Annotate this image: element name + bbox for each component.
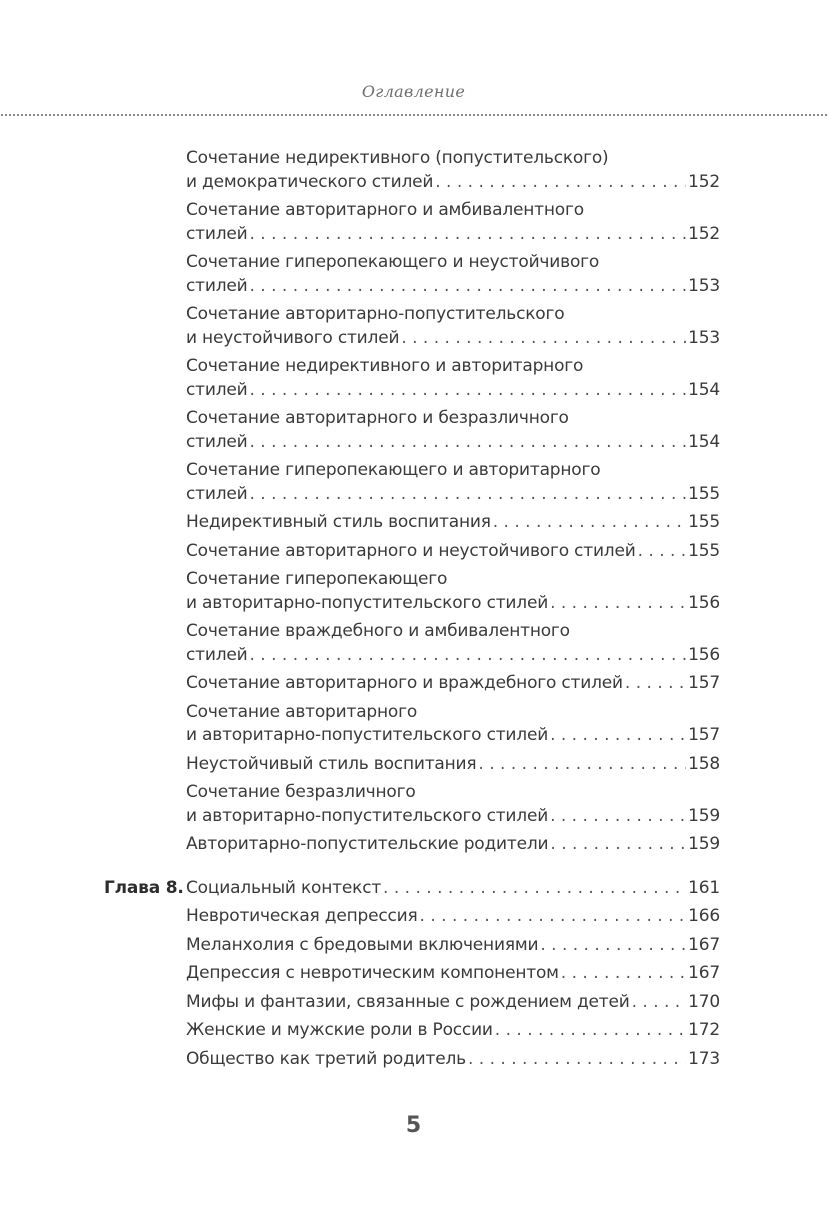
toc-entry-title: стилей: [186, 483, 248, 504]
toc-entry[interactable]: [104, 877, 720, 901]
toc-entry-title: Авторитарно-попустительские родители: [186, 834, 549, 854]
toc-page-number: 156: [688, 644, 720, 665]
toc-entry[interactable]: [186, 753, 720, 777]
toc-entry-title: и авторитарно-попустительского стилей: [186, 592, 549, 613]
toc-entry-title: Сочетание авторитарного и амбивалентного: [186, 200, 584, 220]
toc-entry-title: Сочетание авторитарного и враждебного стилей: [186, 673, 623, 693]
toc-page-number: 167: [688, 963, 720, 983]
toc-entry-title: Сочетание безразличного: [186, 782, 416, 802]
toc-entry-title: Неустойчивый стиль воспитания: [186, 753, 477, 774]
toc-page-number: 173: [688, 1048, 720, 1069]
toc-entry[interactable]: [186, 199, 720, 246]
dot-leader: [249, 379, 686, 403]
toc-entry-title: Женские и мужские роли в России: [186, 1020, 493, 1040]
dot-leader: [493, 511, 686, 535]
toc-entry[interactable]: [186, 540, 720, 564]
toc-entry-title: и демократического стилей: [186, 171, 434, 192]
toc-entry[interactable]: [186, 251, 720, 298]
dot-leader: [435, 171, 686, 195]
dot-leader: [540, 934, 686, 958]
dot-leader: [561, 962, 686, 986]
toc-entry-title: стилей: [186, 275, 248, 296]
toc-entry-title: Депрессия с невротическим компонентом: [186, 963, 559, 983]
toc-page-number: 166: [688, 906, 720, 926]
toc-entry-title: Общество как третий родитель: [186, 1048, 466, 1069]
toc-entry[interactable]: [186, 1048, 720, 1072]
toc-page-number: 153: [688, 275, 720, 296]
toc-page-number: 157: [688, 673, 720, 693]
toc-entry-title: Сочетание недирективного (попустительского): [186, 148, 609, 168]
dot-leader: [249, 275, 686, 299]
toc-entry-title: стилей: [186, 431, 248, 452]
toc-entry[interactable]: [186, 962, 720, 986]
running-header: Оглавление: [361, 82, 466, 101]
toc-entry-title: Меланхолия с бредовыми включениями: [186, 934, 539, 955]
toc-page-number: 157: [688, 725, 720, 745]
toc-page-number: 154: [688, 431, 720, 452]
toc-page-number: 152: [688, 171, 720, 192]
toc-entry[interactable]: [186, 459, 720, 506]
toc-page-number: 172: [688, 1020, 720, 1040]
toc-entry-title: стилей: [186, 223, 248, 244]
toc-entry-title: Сочетание враждебного и амбивалентного: [186, 621, 570, 641]
toc-page-number: 159: [688, 834, 720, 854]
toc-entry-title: и неустойчивого стилей: [186, 327, 400, 348]
dot-leader: [550, 805, 686, 829]
dot-leader: [632, 991, 687, 1015]
dot-leader: [383, 877, 686, 901]
toc-entry-title: и авторитарно-попустительского стилей: [186, 725, 549, 745]
toc-page-number: 161: [688, 877, 720, 898]
toc-entry-title: Сочетание гиперопекающего и авторитарного: [186, 460, 601, 480]
table-of-contents: [0, 147, 827, 1071]
toc-page-number: 170: [688, 991, 720, 1012]
dot-leader: [638, 540, 687, 564]
dot-leader: [550, 724, 686, 748]
dot-leader: [420, 905, 687, 929]
toc-entry[interactable]: [186, 1019, 720, 1043]
toc-entry-title: Невротическая депрессия: [186, 906, 418, 926]
dot-leader: [249, 223, 686, 247]
toc-entry-title: стилей: [186, 379, 248, 400]
toc-entry[interactable]: [186, 303, 720, 350]
dot-leader: [249, 431, 686, 455]
toc-entry-title: стилей: [186, 644, 248, 665]
dot-leader: [249, 483, 686, 507]
toc-entry[interactable]: [186, 833, 720, 857]
toc-entry-title: Сочетание авторитарного: [186, 701, 418, 722]
toc-entry-title: Сочетание гиперопекающего: [186, 569, 448, 589]
toc-entry[interactable]: [186, 511, 720, 535]
toc-page-number: 155: [688, 512, 720, 532]
toc-page-number: 155: [688, 483, 720, 504]
toc-entry[interactable]: [186, 905, 720, 929]
toc-entry[interactable]: [186, 355, 720, 402]
toc-entry-title: Социальный контекст: [186, 877, 382, 898]
toc-page-number: 155: [688, 540, 720, 561]
toc-entry[interactable]: [186, 934, 720, 958]
dot-leader: [625, 672, 686, 696]
dot-leader: [550, 833, 686, 857]
toc-entry-title: Сочетание гиперопекающего и неустойчивого: [186, 252, 600, 272]
toc-page-number: 158: [688, 753, 720, 774]
toc-entry[interactable]: [186, 620, 720, 667]
toc-entry-title: Сочетание авторитарного и безразличного: [186, 408, 569, 428]
toc-entry-title: и авторитарно-попустительского стилей: [186, 805, 549, 826]
dot-leader: [478, 753, 686, 777]
toc-entry[interactable]: [186, 407, 720, 454]
toc-page-number: 154: [688, 379, 720, 400]
toc-page-number: 152: [688, 223, 720, 244]
toc-entry-title: Сочетание авторитарного и неустойчивого стилей: [186, 540, 636, 561]
toc-entry[interactable]: [186, 568, 720, 615]
dot-leader: [249, 644, 686, 668]
toc-entry-title: Сочетание недирективного и авторитарного: [186, 356, 584, 376]
toc-entry[interactable]: [186, 781, 720, 828]
dot-leader: [401, 327, 686, 351]
toc-entry[interactable]: [186, 147, 720, 194]
toc-page-number: 156: [688, 592, 720, 613]
page-number: 5: [405, 1113, 422, 1138]
toc-entry[interactable]: [186, 701, 720, 748]
dot-leader: [468, 1048, 686, 1072]
toc-entry[interactable]: [186, 672, 720, 696]
toc-entry-title: Сочетание авторитарно-попустительского: [186, 304, 565, 324]
toc-page-number: 153: [688, 327, 720, 348]
toc-entry[interactable]: [186, 991, 720, 1015]
chapter-gap: [0, 857, 827, 877]
toc-page-number: 167: [688, 934, 720, 955]
chapter-label: Глава 8.: [104, 877, 184, 898]
header-dotted-rule: [0, 113, 827, 117]
toc-page-number: 159: [688, 805, 720, 826]
dot-leader: [550, 592, 686, 616]
toc-entry-title: Мифы и фантазии, связанные с рождением детей: [186, 991, 630, 1012]
dot-leader: [495, 1019, 686, 1043]
toc-entry-title: Недирективный стиль воспитания: [186, 512, 491, 532]
